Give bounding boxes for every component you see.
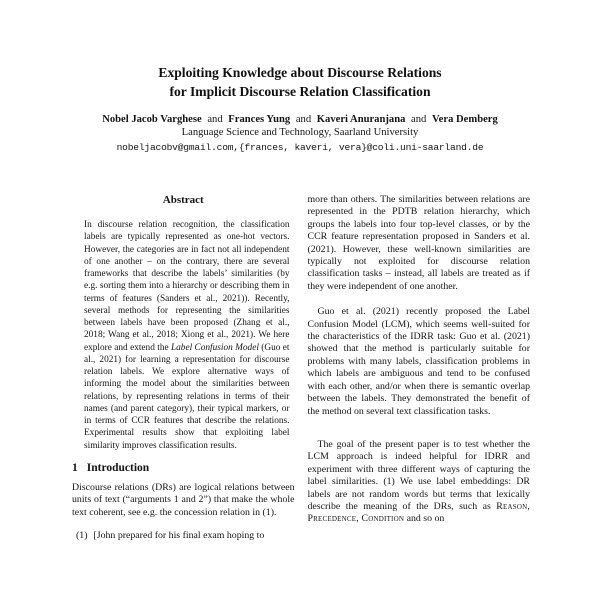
affiliation: Language Science and Technology, Saarland University	[181, 127, 419, 138]
abstract-text-post: (Guo et al., 2021) for learning a representation for discourse relation labels. We explore alternative ways of informing the model about the similarities between relations, by representing relations in terms of their names (and parent category), their typical markers, or in terms of CCR features that describe the relations. Experimental results show that exploiting label similarity improves classification results.	[84, 342, 290, 451]
introduction-paragraph: Discourse relations (DRs) are logical relations between units of text (“arguments 1 and 2”) that make the whole text coherent, see e.g. the concession relation in (1).	[72, 481, 295, 518]
right-paragraph-1: more than others. The similarities between relations are represented in the PDTB relation hierarchy, which groups the labels into four top-level classes, or by the CCR feature representation proposed in Sanders et al. (2021). However, these well-known similarities are typically not exploited for discourse relation classification tasks – instead, all labels are treated as if they were independent of one another.	[307, 194, 530, 292]
paper-title	[0, 64, 600, 101]
author-line	[0, 113, 600, 126]
relation-label-smallcaps: Reason, Precedence, Condition	[307, 500, 530, 525]
abstract-text	[84, 219, 290, 452]
right-paragraph-2: Guo et al. (2021) recently proposed the Label Confusion Model (LCM), which seems well-suited for the characteristics of the IDRR task: Guo et al. (2021) showed that the method is particularly suitable for problems with many labels, classification problems in which labels are ambiguous and tend to be confused with each other, and/or when there is semantic overlap between the labels. They demonstrated the benefit of the method on several text classification tasks.	[307, 306, 530, 417]
abstract-heading: Abstract	[162, 194, 204, 206]
section-title: Introduction	[86, 461, 150, 474]
paper-title-line1: Exploiting Knowledge about Discourse Relations	[158, 65, 442, 80]
author-name: Frances Yung	[228, 114, 291, 125]
author-name: Kaveri Anuranjana	[316, 114, 406, 125]
section-heading-introduction	[72, 461, 295, 475]
author-separator: and	[411, 114, 427, 125]
paper-header	[0, 0, 600, 154]
example-item-1	[72, 530, 295, 542]
right-paragraph-3	[308, 439, 531, 526]
author-separator: and	[207, 114, 223, 125]
right-paragraph-3-post: and so on	[404, 513, 445, 525]
abstract-text-pre: In discourse relation recognition, the classification labels are typically represented as one-hot vectors. However, the categories are in fact not all independent of one another – on the contrary, there are several frameworks that describe the labels’ similarities (by e.g. sorting them into a hierarchy or describing them in terms of features (Sanders et al., 2021)). Recently, several methods for representing the similarities between labels have been proposed (Zhang et al., 2018; Wang et al., 2018; Xiong et al., 2021). We here explore and extend the	[84, 220, 290, 353]
email-line: nobeljacobv@gmail.com,{frances, kaveri, vera}@coli.uni-saarland.de	[116, 142, 484, 153]
right-paragraph-3-pre: The goal of the present paper is to test whether the LCM approach is indeed helpful for IDRR and experiment with three different ways of capturing the label similarities. (1) We use label embeddings: DR labels are not random words but terms that lexically describe the meaning of the DRs, such as	[307, 438, 530, 512]
abstract-text-italic: Label Confusion Model	[170, 342, 259, 353]
author-separator: and	[295, 114, 312, 125]
example-label: (1)	[76, 529, 88, 541]
right-column	[308, 194, 531, 542]
two-column-body	[0, 194, 600, 542]
author-name: Nobel Jacob Varghese	[102, 114, 202, 125]
section-number: 1	[72, 461, 78, 474]
author-name: Vera Demberg	[432, 114, 498, 125]
left-column	[72, 194, 295, 542]
example-text: [John prepared for his final exam hoping to	[93, 529, 265, 541]
paper-title-line2: for Implicit Discourse Relation Classification	[169, 83, 431, 99]
